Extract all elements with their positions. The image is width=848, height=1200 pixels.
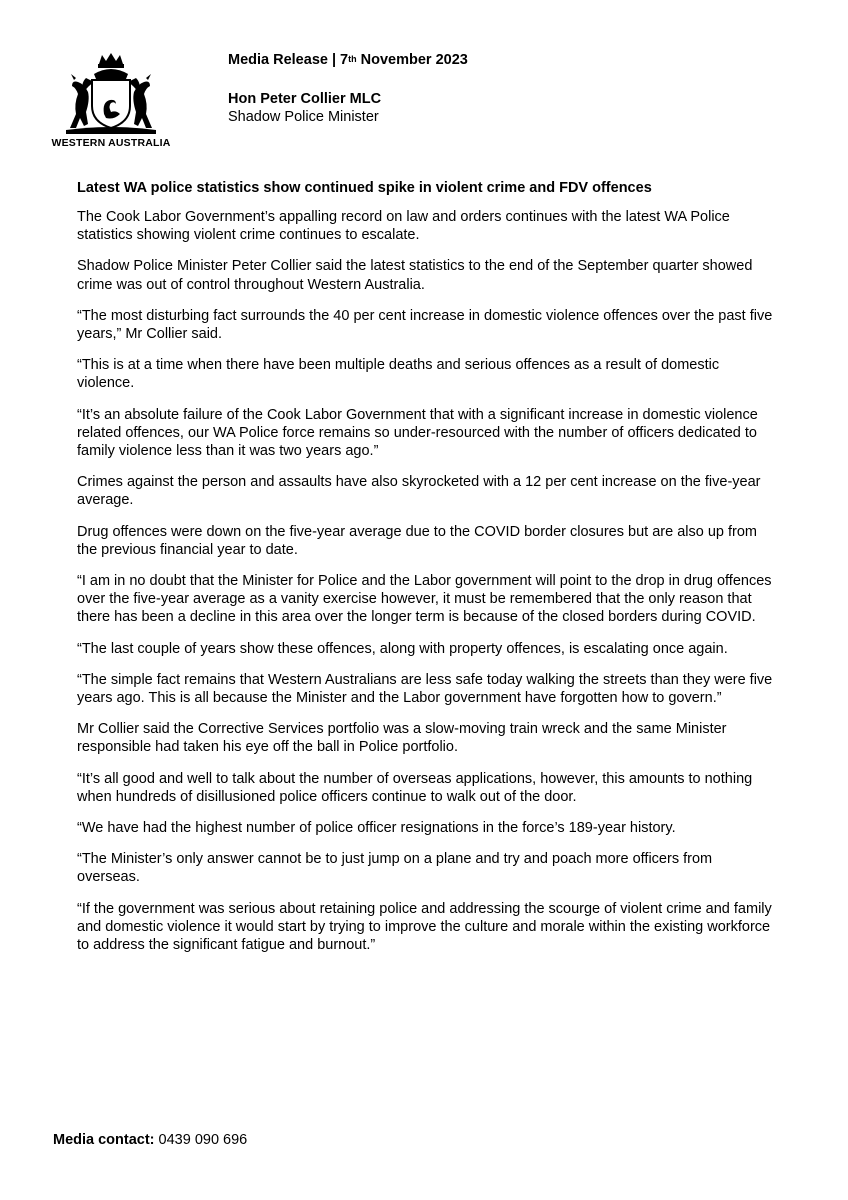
paragraph: Mr Collier said the Corrective Services portfolio was a slow-moving train wreck and the same Minister responsible had taken his eye off the ball in Police portfolio. xyxy=(77,721,727,756)
paragraph: “The most disturbing fact surrounds the 40 per cent increase in domestic violence offences over the past five years,” Mr Collier said. xyxy=(77,307,773,343)
crest-caption: WESTERN AUSTRALIA xyxy=(51,137,171,149)
paragraph: “This is at a time when there have been multiple deaths and serious offences as a result of domestic violence. xyxy=(77,357,720,392)
media-contact-label: Media contact: xyxy=(53,1132,155,1148)
paragraph: Drug offences were down on the five-year average due to the COVID border closures but are also up from the previous financial year to date. xyxy=(77,523,757,558)
paragraph: “The Minister’s only answer cannot be to just jump on a plane and try and poach more officers from overseas. xyxy=(77,851,713,886)
paragraph: “The last couple of years show these offences, along with property offences, is escalating once again. xyxy=(77,640,728,657)
release-header xyxy=(228,52,468,126)
paragraph: The Cook Labor Government’s appalling record on law and orders continues with the latest WA Police statistics showing violent crime continues to escalate. xyxy=(77,209,730,244)
date-ordinal: th xyxy=(348,54,357,64)
minister-name: Hon Peter Collier MLC xyxy=(228,91,382,107)
release-month-year: November 2023 xyxy=(356,52,468,68)
media-contact xyxy=(53,1132,247,1148)
paragraph: “If the government was serious about retaining police and addressing the scourge of violent crime and family and domestic violence it would start by trying to improve the culture and morale within the existing workforce to address the significant fatigue and burnout.” xyxy=(77,900,772,954)
paragraph: “It’s all good and well to talk about the number of overseas applications, however, this amounts to nothing when hundreds of disillusioned police officers continue to walk out of the door. xyxy=(77,770,753,805)
media-contact-phone: 0439 090 696 xyxy=(154,1132,248,1148)
release-date-line xyxy=(228,52,468,69)
headline: Latest WA police statistics show continued spike in violent crime and FDV offences xyxy=(77,180,652,196)
release-body xyxy=(77,179,777,967)
paragraph: “We have had the highest number of police officer resignations in the force’s 189-year history. xyxy=(77,820,676,837)
minister-role: Shadow Police Minister xyxy=(228,109,379,125)
wa-coat-of-arms-icon xyxy=(50,52,172,148)
paragraph: “The simple fact remains that Western Australians are less safe today walking the streets than they were five years ago. This is all because the Minister and the Labor government have forgotten how to govern.” xyxy=(77,671,773,707)
release-prefix: Media Release | 7 xyxy=(228,52,349,68)
paragraph: “I am in no doubt that the Minister for Police and the Labor government will point to the drop in drug offences over the five-year average as a vanity exercise however, it must be remembered that the only reason that there has been a decline in this area over the longer term is because of the closed borders during COVID. xyxy=(77,573,772,626)
paragraph: “It’s an absolute failure of the Cook Labor Government that with a significant increase in domestic violence related offences, our WA Police force remains so under-resourced with the number of officers dedicated to family violence less than it was two years ago.” xyxy=(77,406,758,460)
paragraph: Crimes against the person and assaults have also skyrocketed with a 12 per cent increase on the five-year average. xyxy=(77,474,761,509)
paragraph: Shadow Police Minister Peter Collier said the latest statistics to the end of the September quarter showed crime was out of control throughout Western Australia. xyxy=(77,258,753,293)
